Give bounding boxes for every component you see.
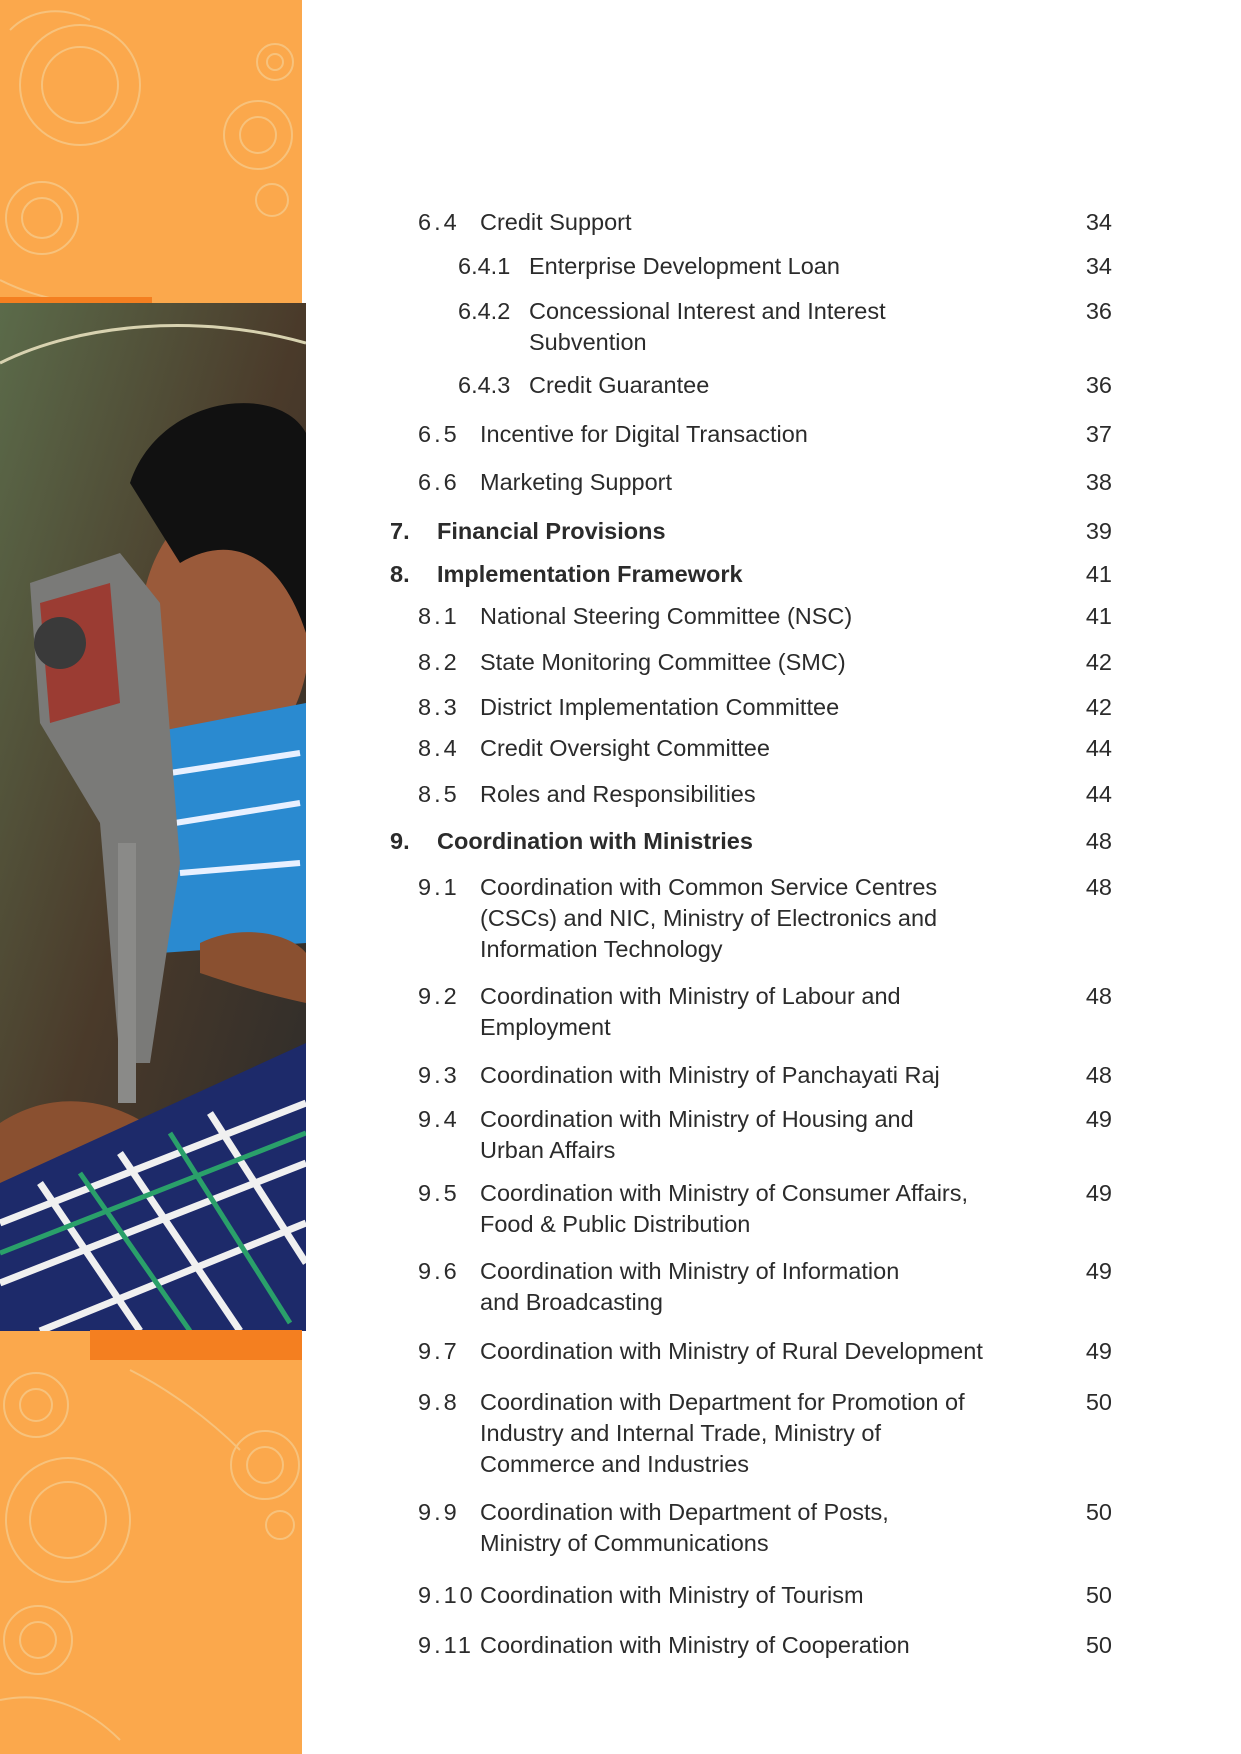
toc-number: 9.4 — [418, 1106, 460, 1132]
toc-page: 34 — [1085, 209, 1112, 235]
toc-page: 49 — [1085, 1106, 1112, 1132]
toc-title: Coordination with Ministry of Labour and Employment — [480, 983, 901, 1040]
toc-number: 8. — [390, 561, 410, 587]
toc-title: Coordination with Ministry of Cooperation — [480, 1632, 910, 1658]
toc-page: 36 — [1085, 298, 1112, 324]
toc-title: Concessional Interest and Interest Subvention — [529, 298, 886, 355]
toc-title: Coordination with Ministry of Rural Development — [480, 1338, 983, 1364]
toc-page: 48 — [1085, 828, 1112, 854]
toc-title: Coordination with Ministry of Tourism — [480, 1582, 864, 1608]
toc-number: 8.2 — [418, 649, 460, 675]
toc-title: Credit Oversight Committee — [480, 735, 770, 761]
toc-title: Credit Guarantee — [529, 372, 710, 398]
toc-title: Incentive for Digital Transaction — [480, 421, 808, 447]
toc-title: Enterprise Development Loan — [529, 253, 840, 279]
toc-number: 6.6 — [418, 469, 460, 495]
toc-page: 42 — [1085, 694, 1112, 720]
toc-number: 6.4.2 — [458, 298, 511, 324]
toc-number: 9.10 — [418, 1582, 476, 1608]
toc-title: Implementation Framework — [437, 561, 743, 587]
toc-number: 6.5 — [418, 421, 460, 447]
toc-number: 9.11 — [418, 1632, 474, 1658]
toc-title: Coordination with Common Service Centres (CSCs) and NIC, Ministry of Electronics and Information Technology — [480, 874, 938, 962]
toc-title: Roles and Responsibilities — [480, 781, 756, 807]
toc-page: 50 — [1085, 1389, 1112, 1415]
toc-page: 36 — [1085, 372, 1112, 398]
toc-page: 49 — [1085, 1338, 1112, 1364]
toc-number: 9.7 — [418, 1338, 460, 1364]
toc-number: 9.3 — [418, 1062, 460, 1088]
toc-number: 7. — [390, 518, 410, 544]
toc-page: 34 — [1085, 253, 1112, 279]
toc-page: 50 — [1085, 1632, 1112, 1658]
table-of-contents — [380, 0, 1120, 1754]
toc-page: 49 — [1085, 1180, 1112, 1206]
toc-page: 48 — [1085, 1062, 1112, 1088]
sewing-photo — [0, 303, 306, 1331]
toc-page: 42 — [1085, 649, 1112, 675]
toc-title: Credit Support — [480, 209, 632, 235]
toc-number: 6.4 — [418, 209, 460, 235]
toc-page: 44 — [1085, 781, 1112, 807]
toc-number: 9.1 — [418, 874, 460, 900]
toc-title: District Implementation Committee — [480, 694, 840, 720]
toc-title: Coordination with Department of Posts, Ministry of Communications — [480, 1499, 889, 1556]
toc-number: 8.5 — [418, 781, 460, 807]
toc-number: 9.5 — [418, 1180, 460, 1206]
toc-number: 6.4.1 — [458, 253, 511, 279]
toc-page: 49 — [1085, 1258, 1112, 1284]
toc-number: 9.8 — [418, 1389, 460, 1415]
toc-number: 9. — [390, 828, 410, 854]
toc-title: Coordination with Ministry of Housing and Urban Affairs — [480, 1106, 914, 1163]
toc-number: 9.9 — [418, 1499, 460, 1525]
toc-title: National Steering Committee (NSC) — [480, 603, 853, 629]
toc-page: 39 — [1085, 518, 1112, 544]
toc-number: 9.6 — [418, 1258, 460, 1284]
toc-page: 48 — [1085, 874, 1112, 900]
toc-page: 48 — [1085, 983, 1112, 1009]
toc-number: 8.3 — [418, 694, 460, 720]
toc-title: Coordination with Ministries — [437, 828, 753, 854]
toc-page: 41 — [1085, 561, 1112, 587]
toc-page: 41 — [1085, 603, 1112, 629]
toc-page: 38 — [1085, 469, 1112, 495]
toc-title: Coordination with Ministry of Consumer Affairs, Food & Public Distribution — [480, 1180, 969, 1237]
toc-title: State Monitoring Committee (SMC) — [480, 649, 846, 675]
toc-title: Coordination with Department for Promotion of Industry and Internal Trade, Ministry of Commerce and Industries — [480, 1389, 965, 1477]
toc-page: 37 — [1085, 421, 1112, 447]
toc-number: 6.4.3 — [458, 372, 511, 398]
toc-number: 8.1 — [418, 603, 460, 629]
toc-number: 8.4 — [418, 735, 460, 761]
toc-title: Financial Provisions — [437, 518, 666, 544]
accent-bar-bottom — [90, 1330, 302, 1360]
toc-title: Coordination with Ministry of Panchayati Raj — [480, 1062, 940, 1088]
toc-title: Coordination with Ministry of Information and Broadcasting — [480, 1258, 900, 1315]
toc-page: 50 — [1085, 1582, 1112, 1608]
toc-number: 9.2 — [418, 983, 460, 1009]
toc-page: 44 — [1085, 735, 1112, 761]
toc-page: 50 — [1085, 1499, 1112, 1525]
toc-title: Marketing Support — [480, 469, 673, 495]
